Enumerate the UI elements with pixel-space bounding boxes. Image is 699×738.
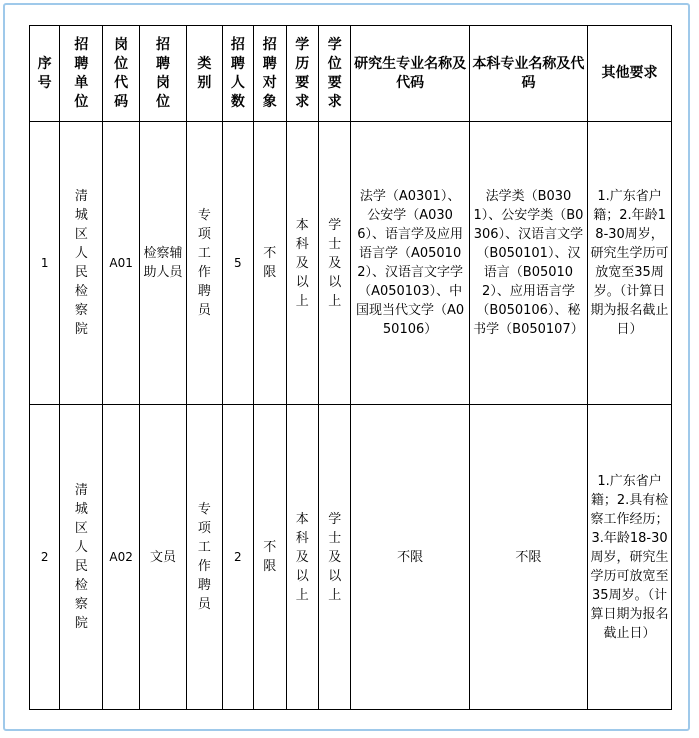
- table-row: [30, 122, 672, 405]
- cell-degree: 学士及以上: [318, 405, 350, 710]
- header-undergrad-major: 本科专业名称及代码: [469, 26, 587, 122]
- header-category: 类别: [187, 26, 223, 122]
- cell-post-code: A02: [103, 405, 140, 710]
- header-other: 其他要求: [588, 26, 672, 122]
- recruitment-table: [29, 25, 672, 710]
- header-degree: 学位要求: [318, 26, 350, 122]
- header-target: 招聘对象: [254, 26, 286, 122]
- cell-seq: 1: [30, 122, 60, 405]
- cell-target: 不限: [254, 122, 286, 405]
- cell-other: 1.广东省户籍；2.年龄18-30周岁，研究生学历可放宽至35周岁。（计算日期为报名截止日）: [588, 122, 672, 405]
- cell-undergrad-major: 不限: [469, 405, 587, 710]
- table-row: [30, 405, 672, 710]
- cell-category: 专项工作聘员: [187, 122, 223, 405]
- cell-post: 文员: [139, 405, 186, 710]
- header-unit: 招聘单位: [60, 26, 103, 122]
- cell-post-code: A01: [103, 122, 140, 405]
- cell-unit: 清城区人民检察院: [60, 405, 103, 710]
- cell-grad-major: 法学（A0301）、公安学（A0306）、语言学及应用语言学（A050102）、汉语言文字学（A050103）、中国现当代文学（A050106）: [351, 122, 469, 405]
- cell-undergrad-major: 法学类（B0301）、公安学类（B0306）、汉语言文学（B050101）、汉语言（B050102）、应用语言学（B050106）、秘书学（B050107）: [469, 122, 587, 405]
- cell-other: 1.广东省户籍；2.具有检察工作经历；3.年龄18-30周岁，研究生学历可放宽至35周岁。（计算日期为报名截止日）: [588, 405, 672, 710]
- cell-education: 本科及以上: [286, 122, 318, 405]
- header-count: 招聘人数: [222, 26, 253, 122]
- header-post: 招聘岗位: [139, 26, 186, 122]
- header-education: 学历要求: [286, 26, 318, 122]
- cell-degree: 学士及以上: [318, 122, 350, 405]
- cell-education: 本科及以上: [286, 405, 318, 710]
- table-header-row: [30, 26, 672, 122]
- cell-unit: 清城区人民检察院: [60, 122, 103, 405]
- header-seq: 序号: [30, 26, 60, 122]
- cell-target: 不限: [254, 405, 286, 710]
- cell-count: 5: [222, 122, 253, 405]
- cell-count: 2: [222, 405, 253, 710]
- header-grad-major: 研究生专业名称及代码: [351, 26, 469, 122]
- cell-category: 专项工作聘员: [187, 405, 223, 710]
- header-post-code: 岗位代码: [103, 26, 140, 122]
- cell-seq: 2: [30, 405, 60, 710]
- cell-grad-major: 不限: [351, 405, 469, 710]
- cell-post: 检察辅助人员: [139, 122, 186, 405]
